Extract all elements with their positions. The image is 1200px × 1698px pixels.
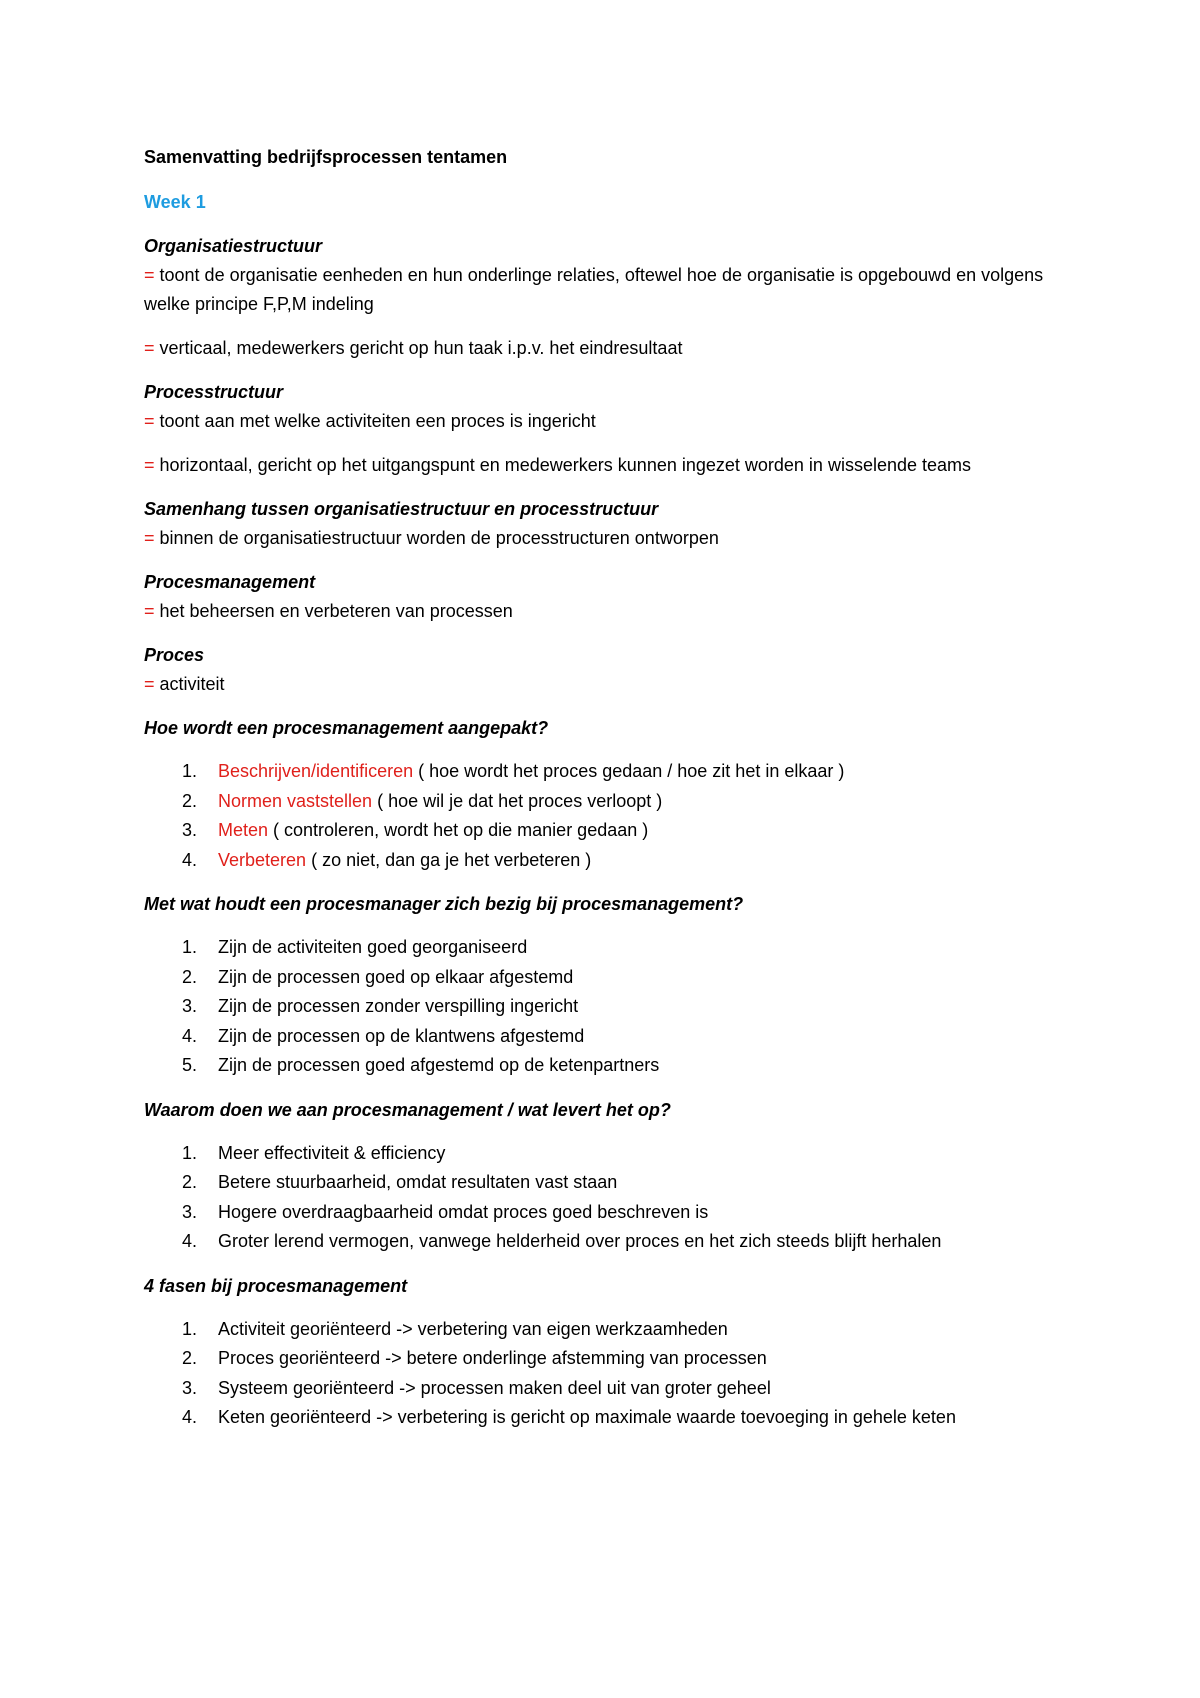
definition-paragraph [144,451,1074,480]
list-item [144,1403,1074,1433]
section-organisatiestructuur [144,232,1074,363]
list-item [144,963,1074,993]
list-item [144,1344,1074,1374]
section-heading: 4 fasen bij procesmanagement [144,1275,408,1296]
section-heading: Hoe wordt een procesmanagement aangepakt? [144,718,549,738]
list-text: Zijn de processen goed afgestemd op de ketenpartners [218,1055,660,1075]
list-text: Betere stuurbaarheid, omdat resultaten vast staan [218,1172,618,1192]
list-text: Zijn de processen op de klantwens afgestemd [218,1025,585,1046]
list-item [144,1315,1074,1345]
list-text: Keten georiënteerd -> verbetering is gericht op maximale waarde toevoeging in gehele keten [218,1407,956,1427]
equals-sign: = [144,265,155,285]
list-item [144,787,1074,817]
list-item [144,757,1074,787]
section-procesmanagement [144,568,1074,626]
manager-list [144,933,1074,1081]
list-number: 2. [182,1348,198,1368]
definition-paragraph [144,261,1074,319]
list-number: 1. [182,761,198,781]
definition-paragraph [144,407,1074,436]
step-label: Verbeteren [218,849,307,870]
section-heading: Procesmanagement [144,572,316,592]
list-number: 2. [182,1172,198,1192]
list-number: 2. [182,966,198,987]
list-item [144,1022,1074,1052]
section-proces [144,641,1074,699]
section-heading: Met wat houdt een procesmanager zich bezig bij procesmanagement? [144,894,744,914]
definition-text: verticaal, medewerkers gericht op hun taak i.p.v. het eindresultaat [154,338,683,358]
list-text: Zijn de processen zonder verspilling ingericht [218,996,579,1016]
definition-paragraph [144,597,1074,626]
list-number: 4. [182,849,198,870]
list-item [144,933,1074,963]
definition-text: horizontaal, gericht op het uitgangspunt en medewerkers kunnen ingezet worden in wisselende teams [154,455,972,475]
list-number: 1. [182,1318,198,1339]
list-text: Systeem georiënteerd -> processen maken deel uit van groter geheel [218,1377,771,1398]
step-label: Normen vaststellen [218,790,373,811]
waarom-list [144,1139,1074,1257]
step-description: ( hoe wil je dat het proces verloopt ) [372,790,663,811]
step-description: ( zo niet, dan ga je het verbeteren ) [306,849,592,870]
definition-text: toont aan met welke activiteiten een proces is ingericht [154,411,596,431]
list-item [144,1168,1074,1198]
section-heading: Samenhang tussen organisatiestructuur en processtructuur [144,499,659,519]
equals-sign: = [144,411,155,431]
step-label: Beschrijven/identificeren [218,761,414,781]
equals-sign: = [144,601,155,621]
list-number: 4. [182,1407,198,1427]
list-number: 3. [182,1377,198,1398]
list-text: Proces georiënteerd -> betere onderlinge afstemming van processen [218,1348,767,1368]
list-number: 4. [182,1231,198,1251]
list-text: Zijn de activiteiten goed georganiseerd [218,937,528,957]
list-item [144,1139,1074,1169]
list-text: Hogere overdraagbaarheid omdat proces goed beschreven is [218,1201,709,1222]
list-number: 4. [182,1025,198,1046]
document-page [144,143,1074,1448]
list-item [144,1198,1074,1228]
aanpak-list [144,757,1074,875]
list-number: 3. [182,996,198,1016]
list-item [144,846,1074,876]
section-samenhang [144,495,1074,553]
definition-text: toont de organisatie eenheden en hun onderlinge relaties, oftewel hoe de organisatie is opgebouwd en volgens welke principe F,P,M indeling [144,265,1044,314]
list-item [144,992,1074,1022]
list-text: Groter lerend vermogen, vanwege helderheid over proces en het zich steeds blijft herhalen [218,1231,942,1251]
definition-text: binnen de organisatiestructuur worden de processtructuren ontworpen [154,528,719,548]
step-description: ( controleren, wordt het op die manier gedaan ) [268,820,649,840]
section-heading: Waarom doen we aan procesmanagement / wat levert het op? [144,1099,671,1120]
fasen-list [144,1315,1074,1433]
list-number: 1. [182,1142,198,1163]
list-item [144,1374,1074,1404]
week-heading: Week 1 [144,192,206,212]
section-heading: Organisatiestructuur [144,236,323,256]
list-number: 2. [182,790,198,811]
definition-text: activiteit [154,674,225,694]
list-number: 5. [182,1055,198,1075]
list-number: 3. [182,820,198,840]
section-heading: Processtructuur [144,382,284,402]
document-title: Samenvatting bedrijfsprocessen tentamen [144,147,508,167]
list-item [144,816,1074,846]
step-label: Meten [218,820,269,840]
definition-paragraph [144,334,1074,363]
list-item [144,1051,1074,1081]
section-processtructuur [144,378,1074,480]
list-number: 3. [182,1201,198,1222]
equals-sign: = [144,455,155,475]
definition-paragraph [144,524,1074,553]
equals-sign: = [144,338,155,358]
definition-paragraph [144,670,1074,699]
section-heading: Proces [144,645,205,665]
list-text: Activiteit georiënteerd -> verbetering van eigen werkzaamheden [218,1318,728,1339]
step-description: ( hoe wordt het proces gedaan / hoe zit het in elkaar ) [413,761,845,781]
list-number: 1. [182,937,198,957]
list-text: Meer effectiviteit & efficiency [218,1142,446,1163]
list-item [144,1227,1074,1257]
definition-text: het beheersen en verbeteren van processen [154,601,513,621]
list-text: Zijn de processen goed op elkaar afgestemd [218,966,574,987]
equals-sign: = [144,528,155,548]
equals-sign: = [144,674,155,694]
